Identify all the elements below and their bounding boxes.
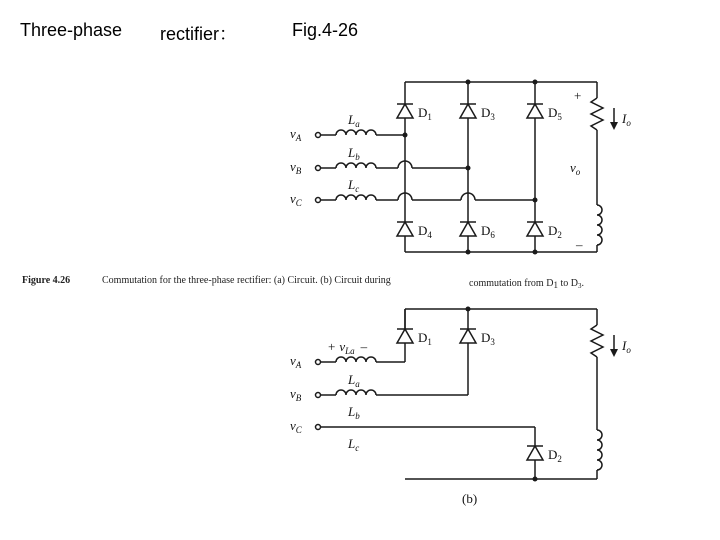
phase-a-line [316,130,406,138]
junctions-b [466,307,538,482]
diode-d6 [460,222,476,236]
label-vc-b: $v_C$ [290,418,302,435]
figure-caption [22,275,584,290]
caption-text: Commutation for the three-phase rectifier: (a) Circuit. (b) Circuit during [102,275,391,286]
title-three-phase: Three-phase [20,20,123,40]
label-vo: $v_o$ [570,160,581,177]
diode-d4 [397,222,413,236]
panel-b-label: (b) [462,491,478,506]
labels-a [290,88,631,252]
phase-c-line [316,193,536,203]
label-d1-b: $D_1$ [418,330,432,347]
circuit-b [316,307,619,482]
diode-d1-b [397,329,413,343]
label-d6: $D_6$ [481,223,495,240]
diode-d2 [527,222,543,236]
label-d2: $D_2$ [548,223,562,240]
label-minus-a: – [576,237,583,252]
label-d2-b: $D_2$ [548,447,562,464]
label-io-a: $I_o$ [622,111,631,128]
label-va: $v_A$ [290,126,302,143]
label-va-b: $v_A$ [290,353,302,370]
label-d1: $D_1$ [418,105,432,122]
label-vb: $v_B$ [290,159,302,176]
title-rectifier: rectifier： [160,24,238,44]
label-d5: $D_5$ [548,105,562,122]
label-vc: $v_C$ [290,191,302,208]
label-la-b: $L_a$ [348,372,360,389]
load-resistor-b [591,325,603,357]
diode-d3 [460,104,476,118]
load-inductor-b [597,430,602,470]
label-d4: $D_4$ [418,223,432,240]
label-vb-b: $v_B$ [290,386,302,403]
caption-tail: commutation from D1 to $D_3$. [469,278,584,290]
label-io-b: $I_o$ [622,338,631,355]
label-vla: + $v_{La}$ – [328,339,368,356]
phase-b-line [316,161,469,171]
label-la: $L_a$ [348,112,360,129]
diode-d3-b [460,329,476,343]
caption-label: Figure 4.26 [22,275,71,286]
label-d3-b: $D_3$ [481,330,495,347]
diode-d1 [397,104,413,118]
load-resistor-a [591,98,603,130]
load-current-arrow-b [610,335,618,357]
title-figure-ref: Fig.4-26 [292,20,359,40]
label-d3: $D_3$ [481,105,495,122]
phase-b-line-b [316,390,469,398]
label-lb: $L_b$ [348,145,360,162]
label-plus-a: + [574,88,582,103]
label-lc-b: $L_c$ [348,436,360,453]
phase-c-line-b [316,425,536,430]
diode-d2-b [527,446,543,460]
load-current-arrow-a [610,108,618,130]
load-inductor-a [597,205,602,245]
diode-d5 [527,104,543,118]
label-lb-b: $L_b$ [348,404,360,421]
label-lc: $L_c$ [348,177,360,194]
